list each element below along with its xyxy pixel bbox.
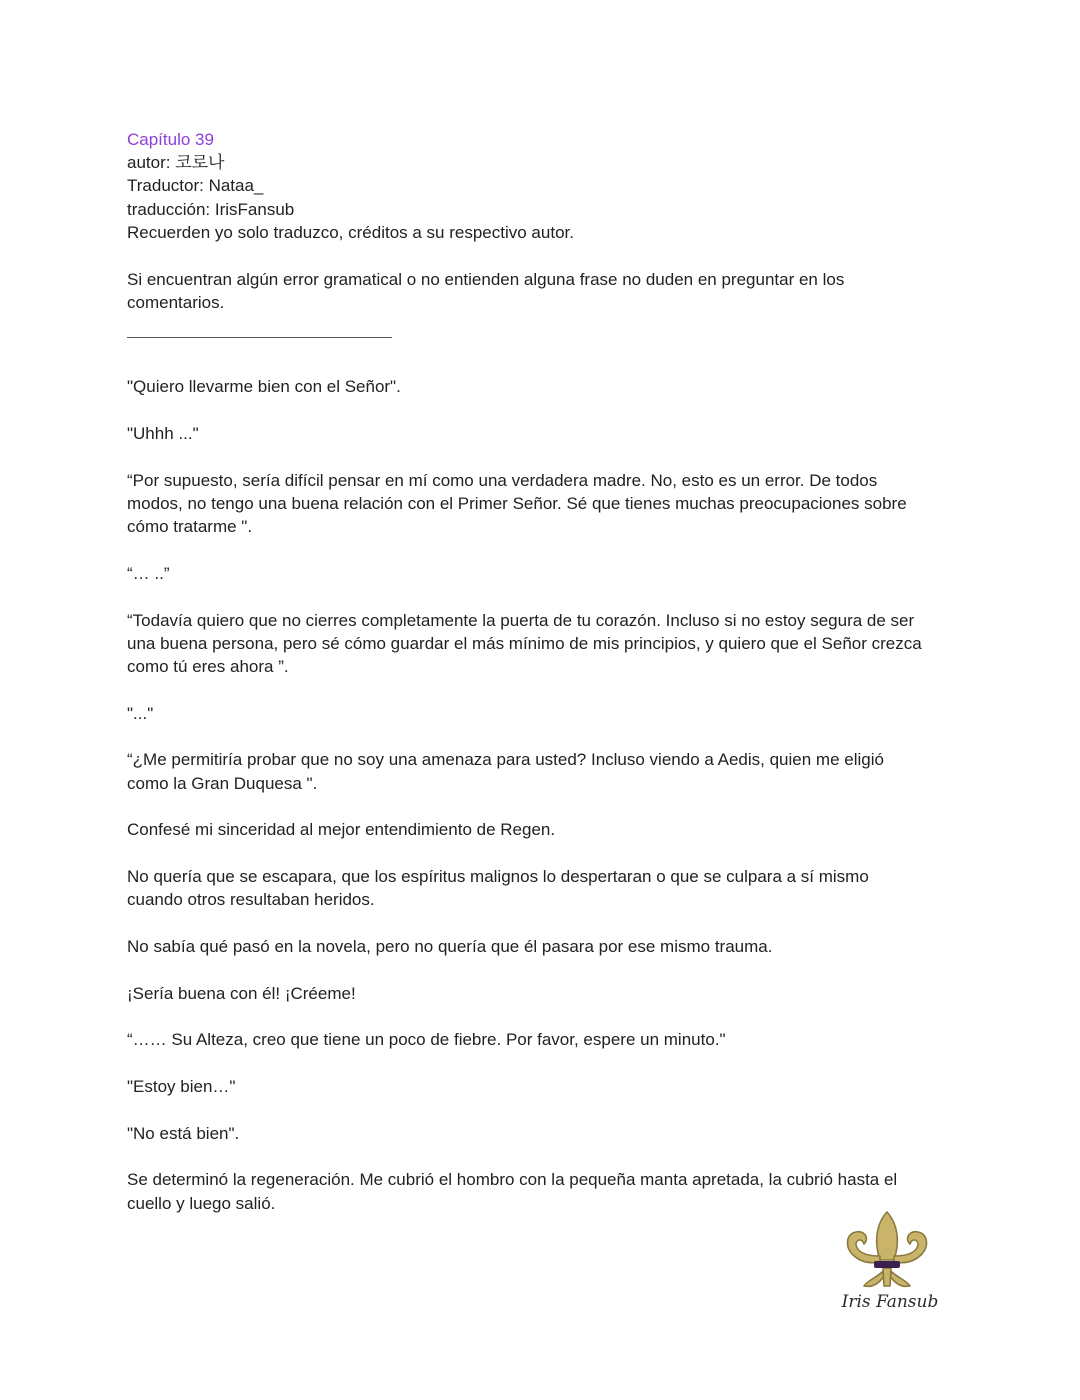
paragraph bbox=[127, 702, 957, 725]
paragraph bbox=[127, 1075, 957, 1098]
error-notice-line: comentarios. bbox=[127, 292, 225, 312]
paragraph bbox=[127, 469, 957, 539]
paragraph-line: Se determinó la regeneración. Me cubrió el hombro con la pequeña manta apretada, la cubrió hasta el bbox=[127, 1170, 898, 1190]
paragraph-line: “Por supuesto, sería difícil pensar en mí como una verdadera madre. No, esto es un error. De todos bbox=[127, 470, 878, 490]
document-page bbox=[127, 128, 957, 1238]
paragraph bbox=[127, 1028, 957, 1051]
paragraph-line: “… ..” bbox=[127, 563, 170, 583]
paragraph bbox=[127, 748, 957, 794]
paragraph-line: No quería que se escapara, que los espíritus malignos lo despertaran o que se culpara a sí mismo bbox=[127, 867, 869, 887]
paragraph-line: modos, no tengo una buena relación con el Primer Señor. Sé que tienes muchas preocupaciones sobre bbox=[127, 494, 907, 514]
translator-line: Traductor: Nataa_ bbox=[127, 176, 264, 196]
error-notice-line: Si encuentran algún error gramatical o no entienden alguna frase no duden en preguntar en los bbox=[127, 269, 845, 289]
translation-group-line: traducción: IrisFansub bbox=[127, 199, 295, 219]
paragraph-line: como la Gran Duquesa ". bbox=[127, 773, 318, 793]
paragraph bbox=[127, 562, 957, 585]
paragraph-line: “…… Su Alteza, creo que tiene un poco de fiebre. Por favor, espere un minuto." bbox=[127, 1030, 726, 1050]
paragraph-line: Confesé mi sinceridad al mejor entendimiento de Regen. bbox=[127, 820, 556, 840]
paragraph bbox=[127, 375, 957, 398]
paragraph-line: cuello y luego salió. bbox=[127, 1193, 276, 1213]
paragraph bbox=[127, 935, 957, 958]
paragraph-line: "No está bien". bbox=[127, 1123, 240, 1143]
paragraph bbox=[127, 1122, 957, 1145]
paragraph-line: ¡Sería buena con él! ¡Créeme! bbox=[127, 983, 356, 1003]
paragraph-line: “¿Me permitiría probar que no soy una amenaza para usted? Incluso viendo a Aedis, quien me eligió bbox=[127, 750, 884, 770]
paragraph bbox=[127, 422, 957, 445]
logo-text: Iris Fansub bbox=[841, 1292, 939, 1312]
paragraph-line: cuando otros resultaban heridos. bbox=[127, 890, 375, 910]
author-line: autor: 코로나 bbox=[127, 153, 225, 173]
paragraph-line: como tú eres ahora ”. bbox=[127, 657, 289, 677]
paragraph-line: "Estoy bien…" bbox=[127, 1077, 236, 1097]
paragraph bbox=[127, 982, 957, 1005]
paragraph-line: No sabía qué pasó en la novela, pero no quería que él pasara por ese mismo trauma. bbox=[127, 936, 773, 956]
error-notice bbox=[127, 268, 957, 314]
credits-note: Recuerden yo solo traduzco, créditos a su respectivo autor. bbox=[127, 222, 574, 242]
section-divider bbox=[127, 337, 392, 338]
fleur-de-lis-icon bbox=[840, 1208, 940, 1292]
paragraph-line: "Uhhh ..." bbox=[127, 424, 199, 444]
paragraph bbox=[127, 818, 957, 841]
paragraph-line: “Todavía quiero que no cierres completamente la puerta de tu corazón. Incluso si no estoy segura de ser bbox=[127, 610, 915, 630]
paragraph-line: una buena persona, pero sé cómo guardar el más mínimo de mis principios, y quiero que el Señor crezca bbox=[127, 633, 922, 653]
iris-fansub-logo bbox=[840, 1208, 940, 1318]
paragraph-line: "..." bbox=[127, 703, 154, 723]
paragraph bbox=[127, 1168, 957, 1214]
paragraph bbox=[127, 609, 957, 679]
chapter-title: Capítulo 39 bbox=[127, 130, 214, 149]
paragraph-line: "Quiero llevarme bien con el Señor". bbox=[127, 377, 401, 397]
paragraph-line: cómo tratarme ". bbox=[127, 517, 253, 537]
paragraph bbox=[127, 865, 957, 911]
credits-block bbox=[127, 128, 957, 244]
